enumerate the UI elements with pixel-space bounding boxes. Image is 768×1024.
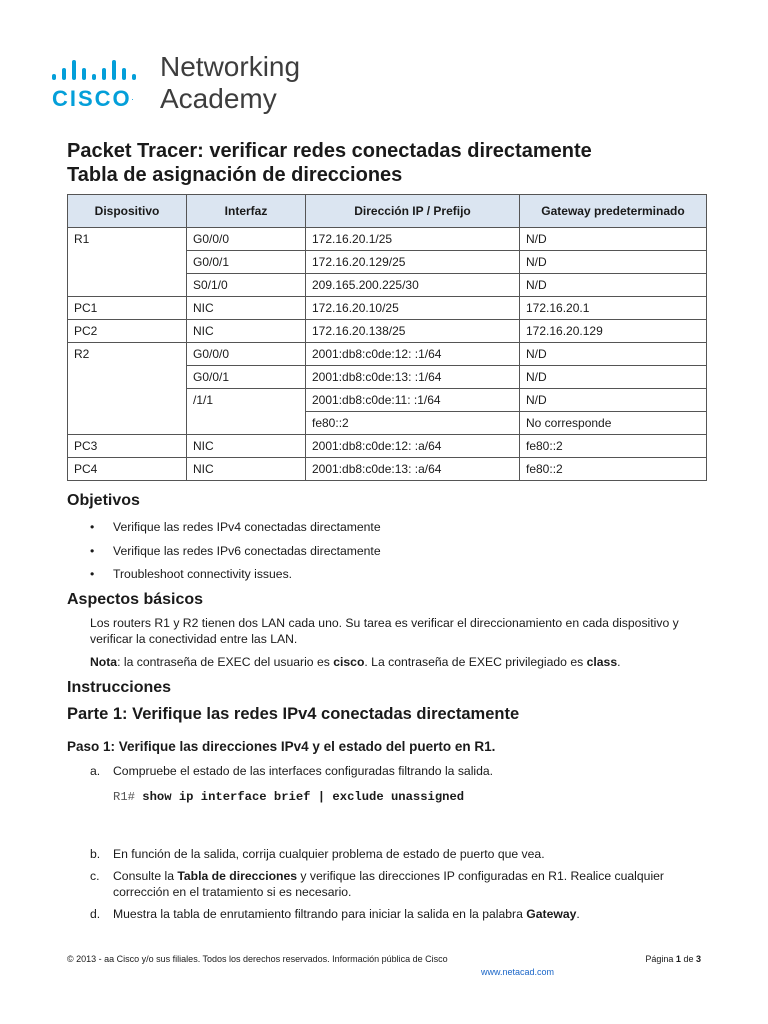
- logo-networking: Networking: [160, 51, 301, 82]
- cell-device: PC3: [68, 435, 187, 458]
- cisco-wordmark: CISCO.: [52, 86, 134, 111]
- note-text: .: [617, 655, 621, 669]
- objetivos-heading: Objetivos: [67, 492, 140, 509]
- instruction-item: Compruebe el estado de las interfaces configuradas filtrando la salida.: [113, 764, 494, 778]
- cell-ip: 2001:db8:c0de:11: :1/64: [306, 389, 520, 412]
- cell-interface: S0/1/0: [187, 274, 306, 297]
- logo-bar: [122, 68, 126, 80]
- cell-ip: 172.16.20.138/25: [306, 320, 520, 343]
- bullet-icon: •: [90, 520, 95, 534]
- cell-ip: 2001:db8:c0de:12: :1/64: [306, 343, 520, 366]
- part1-heading: Parte 1: Verifique las redes IPv4 conectadas directamente: [67, 705, 520, 723]
- table-header-gateway: Gateway predeterminado: [520, 195, 707, 228]
- cell-ip: fe80::2: [306, 412, 520, 435]
- table-row: [68, 343, 707, 366]
- table-row: [68, 297, 707, 320]
- cell-gateway: N/D: [520, 251, 707, 274]
- cell-interface: G0/0/1: [187, 251, 306, 274]
- instruction-item: En función de la salida, corrija cualquier problema de estado de puerto que vea.: [113, 847, 545, 861]
- table-header-interface: Interfaz: [187, 195, 306, 228]
- logo-bar: [92, 74, 96, 80]
- item-letter: c.: [90, 869, 100, 883]
- logo-bar: [52, 74, 56, 80]
- cell-interface: NIC: [187, 458, 306, 481]
- aspectos-paragraph: Los routers R1 y R2 tienen dos LAN cada uno. Su tarea es verificar el direccionamiento en cada dispositivo y verificar la conectividad entre las LAN.: [90, 616, 679, 646]
- cell-ip: 2001:db8:c0de:13: :a/64: [306, 458, 520, 481]
- note-text: . La contraseña de EXEC privilegiado es: [364, 655, 587, 669]
- footer-url-link[interactable]: www.netacad.com: [481, 967, 555, 977]
- cell-gateway: No corresponde: [520, 412, 707, 435]
- item-letter: d.: [90, 907, 101, 921]
- logo-bar: [82, 68, 86, 80]
- cell-ip: 2001:db8:c0de:13: :1/64: [306, 366, 520, 389]
- instruction-item: Consulte la Tabla de direcciones y verifique las direcciones IP configuradas en R1. Realice cualquier corrección en el tratamiento si es necesario.: [113, 869, 664, 899]
- table-row: [68, 228, 707, 251]
- item-letter: b.: [90, 847, 101, 861]
- cell-interface: G0/0/0: [187, 343, 306, 366]
- logo-bar: [112, 60, 116, 80]
- keyword-gateway: Gateway: [526, 907, 577, 921]
- cell-ip: 209.165.200.225/30: [306, 274, 520, 297]
- footer-copyright: © 2013 - aa Cisco y/o sus filiales. Todos los derechos reservados. Información pública de Cisco: [67, 954, 448, 964]
- objective-item: Troubleshoot connectivity issues.: [113, 567, 293, 581]
- table-header-device: Dispositivo: [68, 195, 187, 228]
- step1-heading: Paso 1: Verifique las direcciones IPv4 y el estado del puerto en R1.: [67, 739, 496, 754]
- footer-page-number: Página 1 de 3: [645, 954, 701, 964]
- table-section-title: Tabla de asignación de direcciones: [67, 164, 403, 186]
- note-label: Nota: [90, 655, 118, 669]
- cell-device: PC2: [68, 320, 187, 343]
- table-row: [68, 435, 707, 458]
- table-header-ip: Dirección IP / Prefijo: [306, 195, 520, 228]
- command-prompt: R1#: [113, 790, 135, 804]
- cell-gateway: 172.16.20.1: [520, 297, 707, 320]
- cell-gateway: N/D: [520, 274, 707, 297]
- note-paragraph: [90, 654, 705, 670]
- cell-ip: 172.16.20.1/25: [306, 228, 520, 251]
- cell-device: R1: [68, 228, 187, 297]
- command-line: [113, 789, 464, 805]
- cell-device: PC1: [68, 297, 187, 320]
- cell-interface: G0/0/0: [187, 228, 306, 251]
- logo-bar: [62, 68, 66, 80]
- cell-ip: 2001:db8:c0de:12: :a/64: [306, 435, 520, 458]
- objective-item: Verifique las redes IPv4 conectadas directamente: [113, 520, 381, 534]
- note-text: : la contraseña de EXEC del usuario es: [117, 655, 334, 669]
- logo-academy: Academy: [160, 83, 277, 114]
- logo-bar: [102, 68, 106, 80]
- instrucciones-heading: Instrucciones: [67, 679, 172, 696]
- addressing-table: [67, 194, 707, 481]
- cell-gateway: 172.16.20.129: [520, 320, 707, 343]
- cell-interface: NIC: [187, 435, 306, 458]
- aspectos-heading: Aspectos básicos: [67, 591, 204, 608]
- cell-gateway: N/D: [520, 366, 707, 389]
- table-row: [68, 320, 707, 343]
- logo-bar: [132, 74, 136, 80]
- logo-bar: [72, 60, 76, 80]
- bullet-icon: •: [90, 544, 95, 558]
- command-text: show ip interface brief | exclude unassigned: [142, 790, 465, 804]
- cell-ip: 172.16.20.129/25: [306, 251, 520, 274]
- cell-ip: 172.16.20.10/25: [306, 297, 520, 320]
- cell-interface: NIC: [187, 297, 306, 320]
- cell-gateway: fe80::2: [520, 458, 707, 481]
- table-reference: Tabla de direcciones: [177, 869, 298, 883]
- cell-gateway: N/D: [520, 389, 707, 412]
- bullet-icon: •: [90, 567, 95, 581]
- cell-gateway: fe80::2: [520, 435, 707, 458]
- note-priv-password: class: [586, 655, 618, 669]
- note-user-password: cisco: [333, 655, 365, 669]
- cell-device: PC4: [68, 458, 187, 481]
- cell-interface: /1/1: [187, 389, 306, 435]
- cell-gateway: N/D: [520, 343, 707, 366]
- cell-interface: NIC: [187, 320, 306, 343]
- objective-item: Verifique las redes IPv6 conectadas directamente: [113, 544, 381, 558]
- cisco-bars-icon: [52, 58, 152, 80]
- cell-device: R2: [68, 343, 187, 435]
- document-title: Packet Tracer: verificar redes conectadas directamente: [67, 140, 592, 162]
- cell-interface: G0/0/1: [187, 366, 306, 389]
- table-row: [68, 458, 707, 481]
- table-header-row: [68, 195, 707, 228]
- cell-gateway: N/D: [520, 228, 707, 251]
- instruction-item: Muestra la tabla de enrutamiento filtrando para iniciar la salida en la palabra Gateway.: [113, 907, 580, 921]
- item-letter: a.: [90, 764, 101, 778]
